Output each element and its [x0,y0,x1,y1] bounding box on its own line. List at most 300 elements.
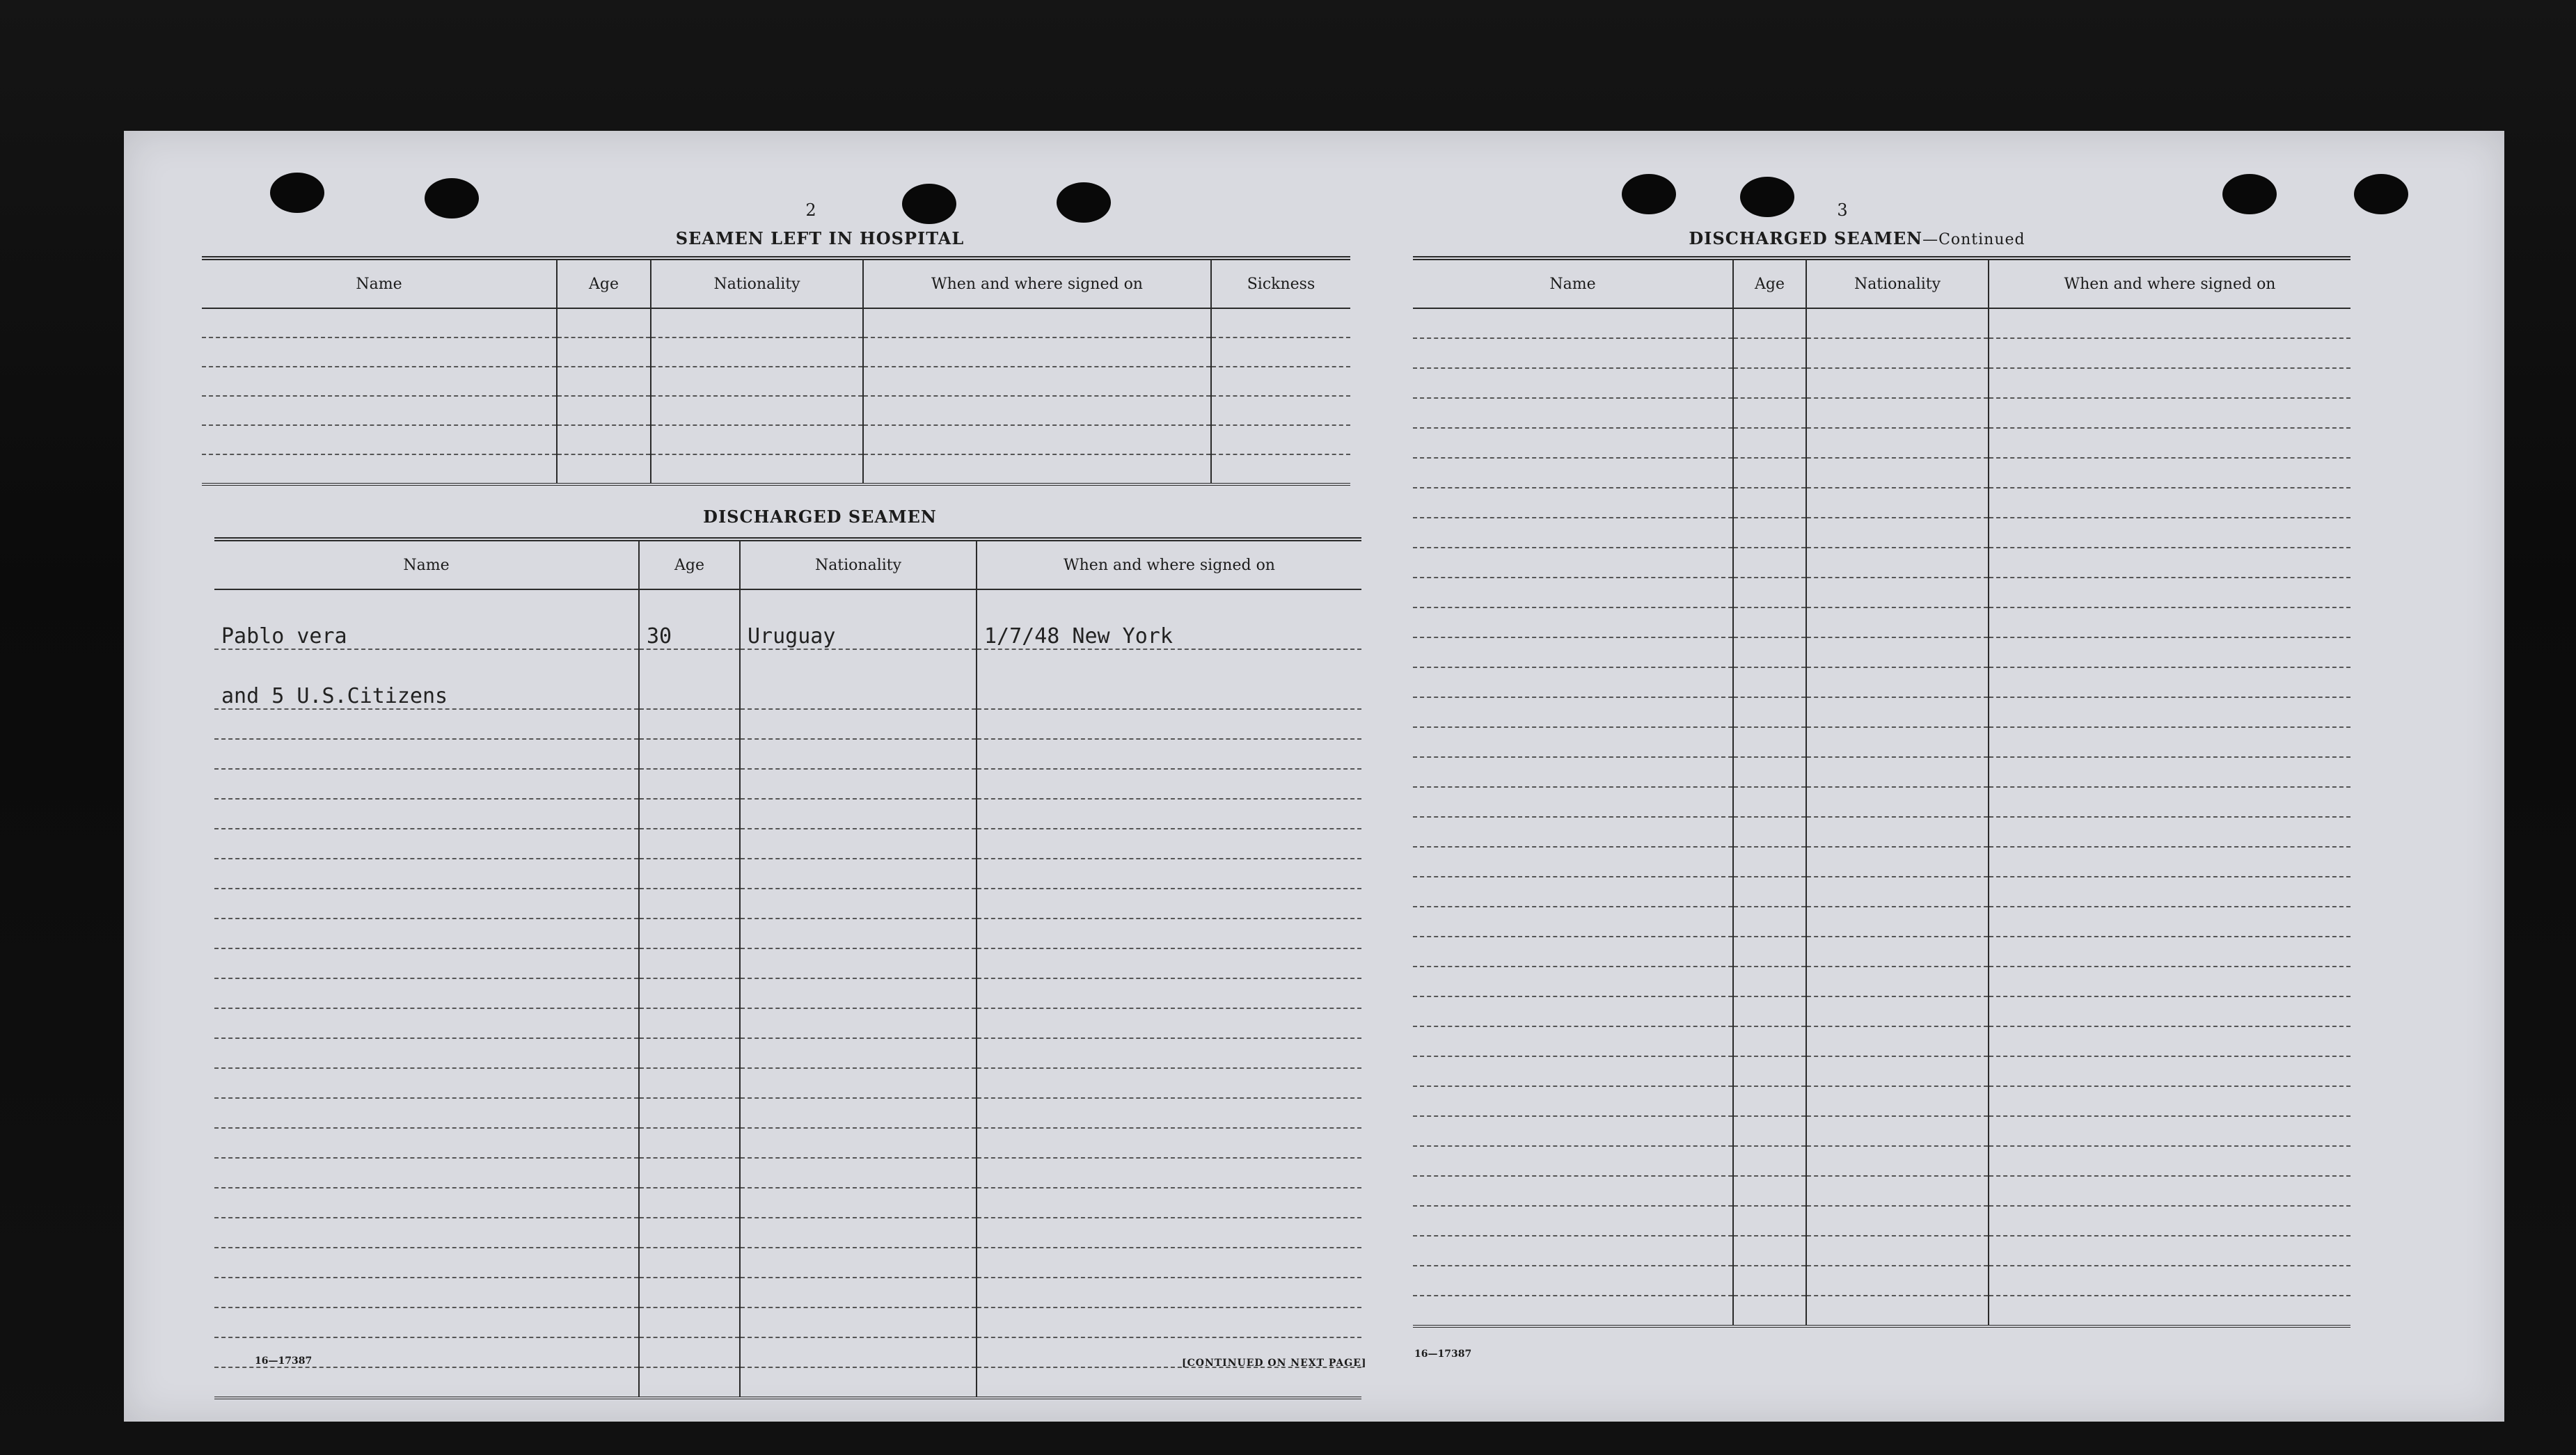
table-row [1413,1086,2350,1116]
table-cell [977,1098,1361,1128]
table-cell [1989,1236,2350,1266]
table-row [214,1068,1361,1098]
column-header: Sickness [1211,258,1350,308]
table-row [1413,1116,2350,1146]
table-cell [557,425,651,454]
table-cell [1413,1026,1733,1056]
table-cell [1806,937,1989,967]
punch-hole [425,178,479,218]
table-row [202,308,1350,337]
table-cell [214,769,639,799]
table-cell [1413,368,1733,398]
table-cell [1989,518,2350,548]
table-row [214,1248,1361,1278]
table-row [1413,937,2350,967]
table-row [214,1098,1361,1128]
table-cell [977,859,1361,889]
table-cell [639,919,740,948]
table-cell [1413,488,1733,518]
table-cell [1733,308,1806,338]
table-row [214,769,1361,799]
table-row [214,649,1361,709]
table-cell [1413,757,1733,787]
table-cell [977,1218,1361,1248]
table-row [1413,967,2350,996]
table-cell [639,1038,740,1068]
table-cell [1733,847,1806,877]
discharged-section-title: DISCHARGED SEAMEN [703,507,937,527]
table-cell [1733,607,1806,637]
table-row [214,859,1361,889]
table-cell [1733,1206,1806,1236]
table-cell [1989,1266,2350,1296]
table-row [214,709,1361,739]
table-cell [1413,548,1733,578]
table-cell [977,978,1361,1008]
table-cell [740,1098,977,1128]
table-row [214,1367,1361,1398]
table-cell [639,1008,740,1038]
table-cell [214,1188,639,1218]
table-cell [740,1128,977,1158]
table-row [1413,1056,2350,1086]
table-cell [1413,1086,1733,1116]
table-cell [639,649,740,709]
table-cell [639,739,740,769]
punch-hole [1622,174,1676,214]
table-cell [1211,425,1350,454]
table-cell [639,1158,740,1188]
table-cell [1989,907,2350,937]
table-cell [1989,338,2350,368]
table-cell [1413,1206,1733,1236]
table-row [1413,1146,2350,1176]
table-cell [1733,996,1806,1026]
table-cell [1733,1266,1806,1296]
hospital-section-title: SEAMEN LEFT IN HOSPITAL [675,228,965,248]
table-cell [1806,398,1989,428]
table-cell: 1/7/48 New York [977,589,1361,649]
table-cell [1806,1296,1989,1326]
table-cell [740,709,977,739]
table-cell [740,919,977,948]
table-row [202,337,1350,367]
table-cell [1413,338,1733,368]
table-row [214,1128,1361,1158]
table-cell [651,367,863,396]
table-row [1413,607,2350,637]
table-cell [1413,428,1733,458]
table-cell [1733,338,1806,368]
table-cell [1413,398,1733,428]
table-row [1413,1236,2350,1266]
table-cell [977,799,1361,829]
table-cell [1989,1086,2350,1116]
table-cell [1989,458,2350,488]
table-cell [639,1307,740,1337]
table-row [1413,697,2350,727]
table-cell [1413,1176,1733,1206]
table-cell [977,1367,1361,1398]
table-cell [639,978,740,1008]
table-cell [1413,1056,1733,1086]
table-row [202,396,1350,425]
table-cell [1806,458,1989,488]
discharged-continued-table [1413,256,2350,1328]
table-row [1413,637,2350,667]
table-cell [1806,757,1989,787]
table-cell [1413,578,1733,607]
left-page [124,131,1377,1422]
table-cell [1733,488,1806,518]
table-cell [214,739,639,769]
table-row [214,1188,1361,1218]
table-cell [651,337,863,367]
table-cell [1989,667,2350,697]
table-cell [639,1337,740,1367]
table-cell [651,396,863,425]
table-row [214,739,1361,769]
table-cell [1733,1146,1806,1176]
table-row [1413,428,2350,458]
table-cell [1733,787,1806,817]
table-cell [1733,1176,1806,1206]
table-cell [202,308,557,337]
table-cell [557,337,651,367]
table-cell [977,1068,1361,1098]
punch-hole [2222,174,2277,214]
table-cell [214,859,639,889]
table-row [1413,578,2350,607]
table-cell [1413,727,1733,757]
table-cell [1733,1056,1806,1086]
table-cell [1733,667,1806,697]
table-cell [651,454,863,484]
table-cell [1989,877,2350,907]
table-row [1413,1266,2350,1296]
table-cell [1413,937,1733,967]
table-row [1413,548,2350,578]
table-cell [202,367,557,396]
table-cell [639,709,740,739]
table-cell [214,709,639,739]
table-cell [1989,727,2350,757]
table-cell [1989,1296,2350,1326]
column-header: Age [557,258,651,308]
table-cell [202,425,557,454]
table-cell [557,454,651,484]
table-cell [1806,667,1989,697]
table-cell [1413,1146,1733,1176]
table-cell [1413,847,1733,877]
table-row [1413,338,2350,368]
table-cell [1211,454,1350,484]
table-row [1413,518,2350,548]
table-cell [1989,996,2350,1026]
table-cell [1733,1086,1806,1116]
table-cell [1733,428,1806,458]
table-row [214,889,1361,919]
table-cell [740,769,977,799]
table-cell: Uruguay [740,589,977,649]
table-cell [1413,907,1733,937]
column-header: Name [202,258,557,308]
table-row [1413,488,2350,518]
table-cell [1733,578,1806,607]
column-header: Name [214,539,639,589]
table-row [1413,1026,2350,1056]
table-cell [202,454,557,484]
column-header: Nationality [1806,258,1989,308]
table-cell [1989,548,2350,578]
table-cell [1211,367,1350,396]
table-cell [639,859,740,889]
table-cell [977,1248,1361,1278]
table-cell [1806,308,1989,338]
right-page [1398,131,2504,1422]
table-cell [214,1367,639,1398]
table-cell [1806,1086,1989,1116]
table-cell [639,1068,740,1098]
table-cell [651,308,863,337]
table-cell [1733,877,1806,907]
table-cell [214,1218,639,1248]
discharged-seamen-table [214,537,1361,1399]
column-header: Age [1733,258,1806,308]
table-cell [1806,488,1989,518]
table-row [214,799,1361,829]
table-cell [863,454,1211,484]
page-number: 3 [1837,200,1848,220]
table-cell [1989,1056,2350,1086]
table-cell [1806,1206,1989,1236]
table-cell [1806,1116,1989,1146]
table-cell [1413,667,1733,697]
table-cell [639,1128,740,1158]
table-cell [1806,578,1989,607]
table-cell [214,1128,639,1158]
punch-hole [1740,177,1794,217]
table-cell [740,1337,977,1367]
table-cell [1733,907,1806,937]
table-cell [740,889,977,919]
table-cell [1989,967,2350,996]
table-cell [977,1307,1361,1337]
table-cell [863,367,1211,396]
document-sheet [124,131,2504,1422]
table-cell [977,709,1361,739]
table-cell [1989,847,2350,877]
table-cell [1989,937,2350,967]
table-cell [740,1038,977,1068]
table-cell [557,396,651,425]
table-cell [1733,1026,1806,1056]
table-cell [1806,847,1989,877]
table-row [1413,667,2350,697]
table-cell [740,1248,977,1278]
table-cell [639,1278,740,1307]
table-cell [1806,907,1989,937]
table-cell [1211,396,1350,425]
table-cell [1989,398,2350,428]
table-cell [202,396,557,425]
table-row [1413,308,2350,338]
table-cell [1806,697,1989,727]
page-number: 2 [805,200,816,220]
table-cell [977,948,1361,978]
table-cell [1733,637,1806,667]
table-cell [863,425,1211,454]
discharged-continued-title-text: DISCHARGED SEAMEN [1689,228,1923,248]
table-row [214,1038,1361,1068]
table-row [1413,368,2350,398]
table-cell [1733,697,1806,727]
table-cell [639,1367,740,1398]
table-cell [639,948,740,978]
table-cell [977,1038,1361,1068]
table-cell [1806,1056,1989,1086]
table-cell [977,1278,1361,1307]
table-cell [1733,727,1806,757]
table-cell [214,829,639,859]
table-cell [1806,1236,1989,1266]
table-cell [1806,1176,1989,1206]
table-cell [1806,996,1989,1026]
table-cell [863,308,1211,337]
punch-hole [902,184,956,224]
table-cell [977,1188,1361,1218]
table-cell [740,1158,977,1188]
table-row [1413,1296,2350,1326]
table-cell [1413,697,1733,727]
table-cell [740,1008,977,1038]
table-row [202,367,1350,396]
table-cell: 30 [639,589,740,649]
punch-hole [270,173,324,213]
table-cell [740,948,977,978]
table-cell [740,829,977,859]
table-cell [214,1248,639,1278]
table-cell [214,1068,639,1098]
table-cell [214,978,639,1008]
table-row [214,1307,1361,1337]
table-cell [740,1367,977,1398]
table-cell [863,337,1211,367]
table-cell: and 5 U.S.Citizens [214,649,639,709]
column-header: Nationality [740,539,977,589]
table-cell [1806,607,1989,637]
table-cell [977,1158,1361,1188]
table-cell [1733,757,1806,787]
table-cell [1806,817,1989,847]
table-cell [1413,1266,1733,1296]
table-cell [639,769,740,799]
table-row [214,1218,1361,1248]
table-row [1413,877,2350,907]
table-cell [1413,308,1733,338]
table-cell [1413,1296,1733,1326]
table-cell [1733,967,1806,996]
table-cell [1806,787,1989,817]
table-cell [214,948,639,978]
table-cell [639,1188,740,1218]
table-cell [1413,787,1733,817]
table-cell [1211,308,1350,337]
table-row [214,589,1361,649]
table-cell [740,1068,977,1098]
table-cell [214,1278,639,1307]
table-cell [977,739,1361,769]
table-cell [1806,368,1989,398]
table-cell [1806,428,1989,458]
table-cell [1733,937,1806,967]
table-cell [1806,877,1989,907]
table-cell [1413,607,1733,637]
table-cell [651,425,863,454]
table-cell [214,919,639,948]
table-cell [1211,337,1350,367]
continued-note: [CONTINUED ON NEXT PAGE] [1182,1358,1367,1369]
table-cell [740,978,977,1008]
table-cell [1413,1116,1733,1146]
table-cell [740,1307,977,1337]
table-cell [639,1098,740,1128]
table-cell [1733,817,1806,847]
table-cell [1989,1026,2350,1056]
table-row [1413,907,2350,937]
table-row [1413,458,2350,488]
table-cell [1989,368,2350,398]
table-cell [1413,637,1733,667]
table-cell [1413,1236,1733,1266]
table-cell [1989,578,2350,607]
table-row [1413,847,2350,877]
table-cell [977,649,1361,709]
table-cell [1733,1236,1806,1266]
table-cell [1733,398,1806,428]
table-cell [214,889,639,919]
table-cell [1733,548,1806,578]
table-cell [1733,368,1806,398]
table-cell [557,367,651,396]
table-cell [1989,1176,2350,1206]
table-cell [977,919,1361,948]
table-row [1413,817,2350,847]
table-cell [1806,637,1989,667]
table-cell [740,649,977,709]
column-header: Nationality [651,258,863,308]
table-cell [1989,1206,2350,1236]
form-code: 16—17387 [255,1355,313,1367]
table-row [1413,757,2350,787]
table-cell [740,1278,977,1307]
punch-hole [1057,182,1111,223]
table-row [1413,1206,2350,1236]
table-row [1413,398,2350,428]
column-header: When and where signed on [863,258,1211,308]
table-cell [740,1218,977,1248]
table-cell [214,1158,639,1188]
table-row [214,919,1361,948]
continued-suffix: —Continued [1922,231,2025,248]
table-cell [1413,996,1733,1026]
table-cell [1806,1026,1989,1056]
table-cell [977,889,1361,919]
table-cell [1989,817,2350,847]
table-cell [1989,607,2350,637]
table-cell [639,889,740,919]
table-cell [740,799,977,829]
